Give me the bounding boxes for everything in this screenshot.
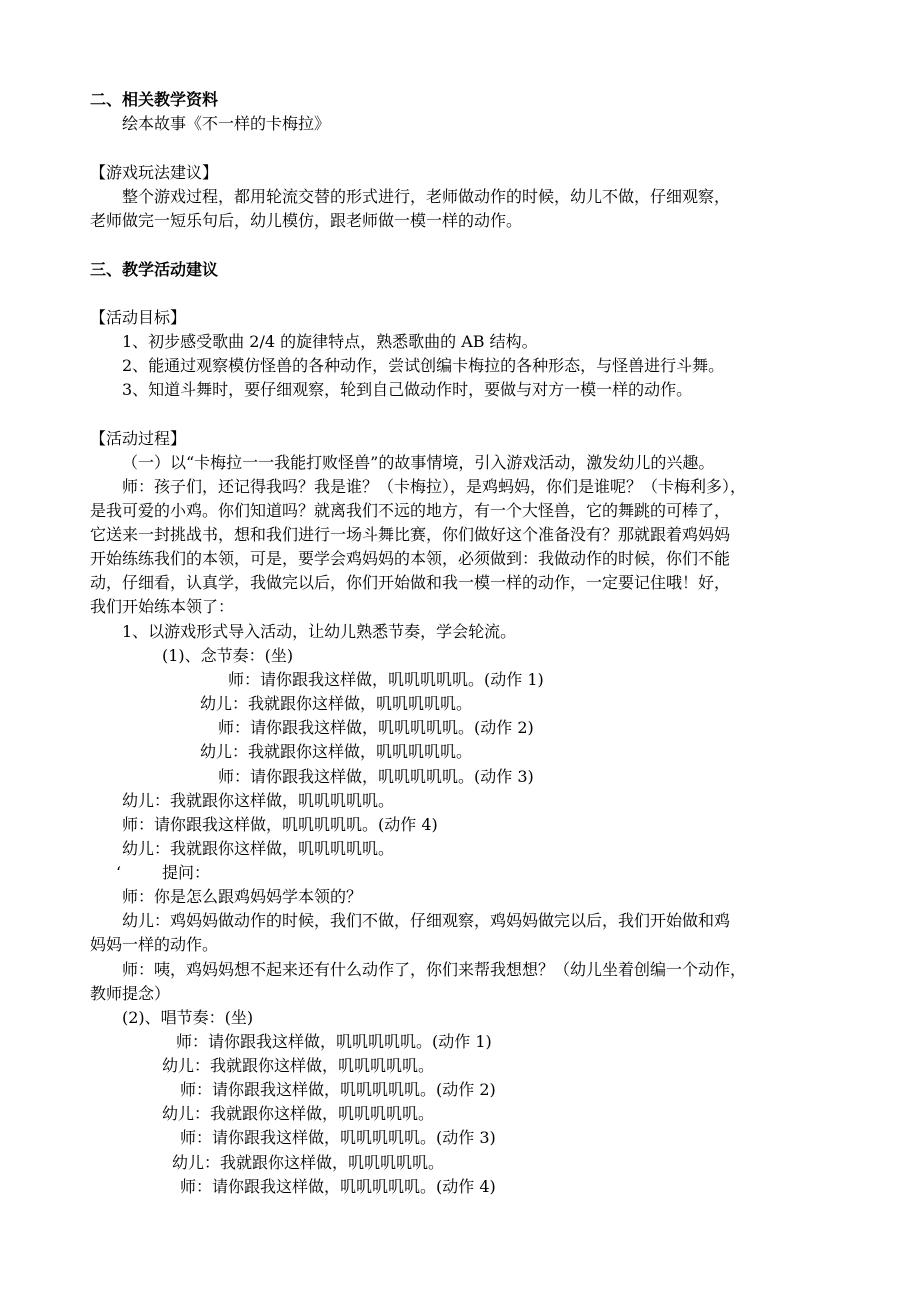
- substep-title: (2)、唱节奏：(坐): [122, 1008, 254, 1027]
- substep-title: (1)、念节奏：(坐): [162, 646, 294, 665]
- sing-line-teacher: 师：请你跟我这样做，叽叽叽叽叽。(动作 4): [180, 1177, 496, 1196]
- chant-line-teacher: 师：请你跟我这样做，叽叽叽叽叽。(动作 4): [122, 815, 438, 834]
- qa-line: 师：咦，鸡妈妈想不起来还有什么动作了，你们来帮我想想？（幼儿坐着创编一个动作，: [122, 960, 747, 979]
- quote-mark: ‘: [116, 863, 122, 882]
- goals-heading: 【活动目标】: [90, 308, 187, 327]
- intro-line: 师：孩子们，还记得我吗？我是谁？（卡梅拉），是鸡蚂妈，你们是谁呢？（卡梅利多），: [122, 477, 747, 496]
- qa-line: 师：你是怎么跟鸡妈妈学本领的？: [122, 887, 363, 906]
- chant-line-child: 幼儿：我就跟你这样做，叽叽叽叽叽。: [122, 839, 395, 858]
- intro-line: 它送来一封挑战书，想和我们进行一场斗舞比赛，你们做好这个准备没有？那就跟着鸡妈妈: [90, 525, 731, 544]
- material-item: 绘本故事《不一样的卡梅拉》: [122, 114, 331, 133]
- game-paragraph-line: 整个游戏过程，都用轮流交替的形式进行，老师做动作的时候，幼儿不做，仔细观察，: [122, 187, 731, 206]
- qa-line: 幼儿：鸡妈妈做动作的时候，我们不做，仔细观察，鸡妈妈做完以后，我们开始做和鸡: [122, 911, 731, 930]
- qa-line: 教师提念）: [90, 984, 171, 1003]
- chant-line-child: 幼儿：我就跟你这样做，叽叽叽叽叽。: [200, 694, 473, 713]
- sing-line-child: 幼儿：我就跟你这样做，叽叽叽叽叽。: [162, 1104, 435, 1123]
- sing-line-teacher: 师：请你跟我这样做，叽叽叽叽叽。(动作 1): [176, 1032, 492, 1051]
- sing-line-child: 幼儿：我就跟你这样做，叽叽叽叽叽。: [162, 1056, 435, 1075]
- game-suggestion-heading: 【游戏玩法建议】: [90, 163, 219, 182]
- sing-line-child: 幼儿：我就跟你这样做，叽叽叽叽叽。: [172, 1153, 445, 1172]
- chant-line-teacher: 师：请你跟我这样做，叽叽叽叽叽。(动作 1): [228, 670, 544, 689]
- intro-line: 是我可爱的小鸡。你们知道吗？就离我们不远的地方，有一个大怪兽，它的舞跳的可棒了，: [90, 501, 731, 520]
- goal-item: 1、初步感受歌曲 2/4 的旋律特点，熟悉歌曲的 AB 结构。: [122, 332, 538, 351]
- intro-line: 我们开始练本领了：: [90, 597, 235, 616]
- chant-line-child: 幼儿：我就跟你这样做，叽叽叽叽叽。: [122, 791, 395, 810]
- section-heading-activity: 三、教学活动建议: [90, 260, 219, 279]
- goal-item: 3、知道斗舞时，要仔细观察，轮到自己做动作时，要做与对方一模一样的动作。: [122, 380, 693, 399]
- chant-line-child: 幼儿：我就跟你这样做，叽叽叽叽叽。: [200, 742, 473, 761]
- process-part-title: （一）以“卡梅拉一一我能打败怪兽”的故事情境，引入游戏活动，激发幼儿的兴趣。: [122, 453, 715, 472]
- goal-item: 2、能通过观察模仿怪兽的各种动作，尝试创编卡梅拉的各种形态，与怪兽进行斗舞。: [122, 356, 725, 375]
- intro-line: 开始练练我们的本领，可是，要学会鸡妈妈的本领，必须做到：我做动作的时候，你们不能: [90, 549, 731, 568]
- question-label: 提问：: [162, 863, 211, 882]
- intro-line: 动，仔细看，认真学，我做完以后，你们开始做和我一模一样的动作，一定要记住哦！好，: [90, 573, 731, 592]
- qa-line: 妈妈一样的动作。: [90, 935, 219, 954]
- process-heading: 【活动过程】: [90, 429, 187, 448]
- sing-line-teacher: 师：请你跟我这样做，叽叽叽叽叽。(动作 2): [180, 1080, 496, 1099]
- sing-line-teacher: 师：请你跟我这样做，叽叽叽叽叽。(动作 3): [180, 1128, 496, 1147]
- game-paragraph-line: 老师做完一短乐句后，幼儿模仿，跟老师做一模一样的动作。: [90, 211, 523, 230]
- chant-line-teacher: 师：请你跟我这样做，叽叽叽叽叽。(动作 2): [218, 718, 534, 737]
- section-heading-materials: 二、相关教学资料: [90, 90, 219, 109]
- step-title: 1、以游戏形式导入活动，让幼儿熟悉节奏，学会轮流。: [122, 622, 517, 641]
- chant-line-teacher: 师：请你跟我这样做，叽叽叽叽叽。(动作 3): [218, 767, 534, 786]
